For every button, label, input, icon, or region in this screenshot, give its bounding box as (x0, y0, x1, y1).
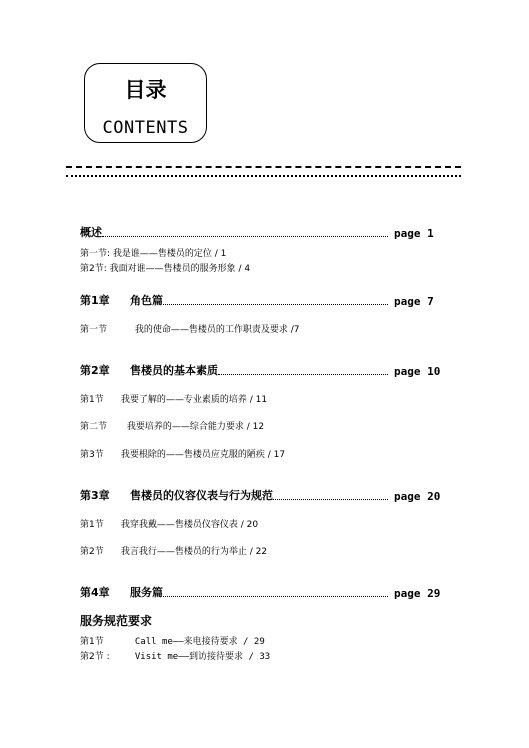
section-text: 我面对谁——售楼员的服务形象 / 4 (109, 264, 251, 274)
toc-entry-title: 概述 (80, 226, 102, 239)
section-number: 第1节 (80, 637, 104, 647)
toc-section[interactable] (80, 322, 300, 335)
chapter-title: 售楼员的仪容仪表与行为规范 (130, 489, 273, 502)
toc-section[interactable] (80, 419, 264, 432)
toc-page-number: page 1 (394, 227, 434, 240)
toc-section[interactable] (80, 392, 267, 405)
chapter-number: 第2章 (80, 364, 110, 377)
toc-subheading: 服务规范要求 (80, 614, 153, 628)
dot-leader (102, 236, 388, 237)
section-number: 第一节 (80, 325, 108, 335)
section-text: Visit me——到访接待要求 / 33 (134, 652, 271, 662)
dot-leader (218, 374, 388, 375)
contents-title-en: CONTENTS (102, 118, 189, 138)
section-number: 第1节 (80, 520, 104, 530)
section-text: 我的使命——售楼员的工作职责及要求 /7 (134, 325, 300, 335)
chapter-title: 售楼员的基本素质 (130, 364, 218, 377)
section-text: 我要了解的——专业素质的培养 / 11 (120, 395, 268, 405)
section-number: 第2节 (80, 547, 104, 557)
toc-section[interactable] (80, 634, 265, 647)
toc-section[interactable] (80, 649, 270, 662)
section-number: 第2节: (80, 264, 107, 274)
toc-entry-chapter-2[interactable] (80, 362, 442, 378)
chapter-number: 第3章 (80, 489, 110, 502)
toc-entry-overview[interactable] (80, 224, 442, 240)
dot-leader (273, 499, 388, 500)
toc-section[interactable] (80, 544, 267, 557)
toc-entry-chapter-1[interactable] (80, 292, 442, 308)
toc-entry-chapter-4[interactable] (80, 584, 442, 600)
section-text: 我是谁——售楼员的定位 / 1 (112, 249, 227, 259)
decorative-divider (66, 166, 461, 180)
section-number: 第2节 : (80, 652, 110, 662)
section-text: Call me——来电接待要求 / 29 (134, 637, 265, 647)
section-number: 第二节 (80, 422, 108, 432)
toc-page-number: page 7 (394, 295, 434, 308)
toc-entry-chapter-3[interactable] (80, 487, 442, 503)
toc-section[interactable] (80, 246, 226, 259)
toc-page-number: page 20 (394, 490, 441, 503)
dot-leader (163, 596, 388, 597)
contents-title-cn: 目录 (124, 78, 167, 102)
section-text: 我穿我戴——售楼员仪容仪表 / 20 (120, 520, 259, 530)
chapter-number: 第4章 (80, 586, 110, 599)
toc-section[interactable] (80, 261, 250, 274)
section-text: 我要根除的——售楼员应克服的陋疾 / 17 (120, 450, 286, 460)
section-text: 我要培养的——综合能力要求 / 12 (126, 422, 265, 432)
section-number: 第一节: (80, 249, 111, 259)
section-number: 第1节 (80, 395, 104, 405)
chapter-number: 第1章 (80, 294, 110, 307)
dot-leader (163, 304, 388, 305)
section-number: 第3节 (80, 450, 104, 460)
toc-section[interactable] (80, 447, 285, 460)
toc-page-number: page 10 (394, 365, 441, 378)
contents-title-box (84, 63, 207, 143)
chapter-title: 服务篇 (130, 586, 163, 599)
toc-page-number: page 29 (394, 587, 441, 600)
section-text: 我言我行——售楼员的行为举止 / 22 (120, 547, 268, 557)
toc-section[interactable] (80, 517, 258, 530)
chapter-title: 角色篇 (130, 294, 163, 307)
